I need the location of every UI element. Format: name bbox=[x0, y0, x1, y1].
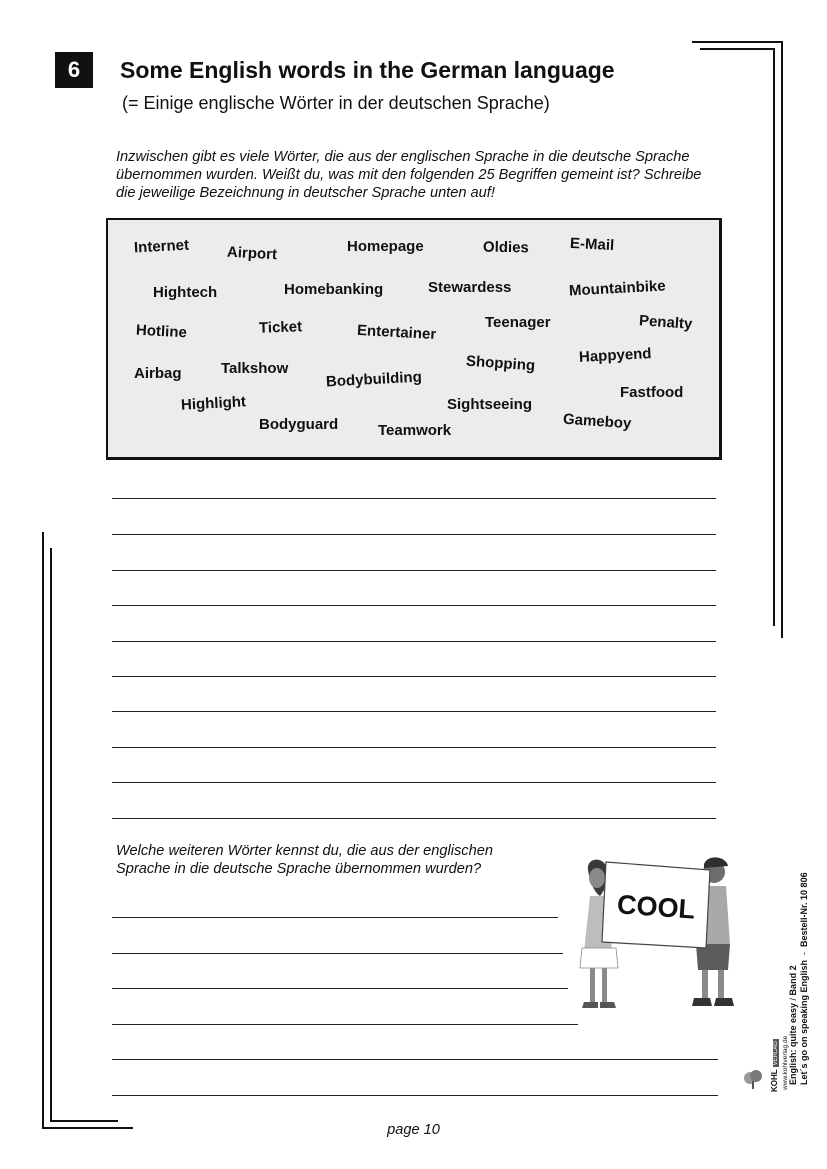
answer-line[interactable] bbox=[112, 498, 716, 499]
answer-line[interactable] bbox=[112, 1024, 578, 1025]
word-item: Shopping bbox=[465, 352, 536, 375]
answer-line[interactable] bbox=[112, 676, 716, 677]
publisher-tag: VERLAG bbox=[773, 1041, 779, 1066]
publisher-name: KOHL bbox=[770, 1069, 779, 1092]
word-item: Happyend bbox=[578, 345, 652, 366]
answer-line[interactable] bbox=[112, 988, 568, 989]
separator: - bbox=[799, 946, 809, 958]
instructions-line: übernommen wurden. Weißt du, was mit den folgenden 25 Begriffen gemeint ist? Schreibe bbox=[116, 167, 702, 183]
frame-top-right-outer-h bbox=[692, 41, 783, 43]
question-line: Welche weiteren Wörter kennst du, die aus der englischen bbox=[116, 843, 493, 859]
series-subtitle: Let´s go on speaking English bbox=[799, 959, 809, 1085]
question-line: Sprache in die deutsche Sprache übernommen wurden? bbox=[116, 861, 482, 877]
instructions-line: die jeweilige Bezeichnung in deutscher Sprache unten auf! bbox=[116, 185, 495, 201]
word-item: Homepage bbox=[347, 238, 424, 255]
word-item: Fastfood bbox=[620, 384, 684, 401]
frame-bottom-left-outer-v bbox=[42, 532, 44, 1129]
kids-cool-sign-illustration bbox=[578, 852, 740, 1014]
word-item: Hightech bbox=[153, 284, 218, 301]
word-item: Bodybuilding bbox=[325, 368, 423, 391]
answer-line[interactable] bbox=[112, 1095, 718, 1096]
publisher-logo bbox=[770, 1022, 782, 1092]
publisher-website[interactable]: www.kohlverlag.de bbox=[782, 1035, 789, 1090]
word-item: Highlight bbox=[180, 393, 247, 414]
word-item: Hotline bbox=[135, 321, 188, 342]
answer-line[interactable] bbox=[112, 570, 716, 571]
answer-line[interactable] bbox=[112, 917, 558, 918]
word-item: Airport bbox=[226, 243, 278, 264]
word-item: Teenager bbox=[485, 314, 551, 331]
word-item: Oldies bbox=[482, 238, 530, 257]
word-item: Ticket bbox=[258, 318, 303, 337]
answer-line[interactable] bbox=[112, 747, 716, 748]
word-item: Sightseeing bbox=[447, 396, 533, 413]
answer-line[interactable] bbox=[112, 534, 716, 535]
word-item: Internet bbox=[133, 236, 190, 257]
answer-line[interactable] bbox=[112, 818, 716, 819]
question-text bbox=[116, 842, 493, 878]
word-item: Mountainbike bbox=[568, 277, 667, 300]
word-box bbox=[106, 218, 722, 460]
answer-line[interactable] bbox=[112, 782, 716, 783]
word-item: Gameboy bbox=[562, 410, 632, 433]
word-item: Teamwork bbox=[378, 422, 452, 439]
answer-line[interactable] bbox=[112, 711, 716, 712]
order-number: Bestell-Nr. 10 806 bbox=[799, 872, 809, 947]
word-item: E-Mail bbox=[569, 234, 615, 255]
word-item: Airbag bbox=[134, 365, 182, 382]
instructions-line: Inzwischen gibt es viele Wörter, die aus der englischen Sprache in die deutsche Sprache bbox=[116, 149, 690, 165]
page-number: page 10 bbox=[387, 1122, 440, 1138]
answer-line[interactable] bbox=[112, 1059, 718, 1060]
word-item: Stewardess bbox=[428, 279, 512, 296]
frame-top-right-inner-h bbox=[700, 48, 775, 50]
instructions bbox=[116, 148, 741, 202]
series-name: English: quite easy bbox=[788, 1002, 798, 1085]
word-item: Talkshow bbox=[221, 360, 289, 377]
answer-line[interactable] bbox=[112, 641, 716, 642]
page-subtitle: (= Einige englische Wörter in der deutschen Sprache) bbox=[122, 93, 550, 113]
series-info bbox=[788, 765, 818, 1085]
frame-bottom-left-inner-v bbox=[50, 548, 52, 1122]
page-title: Some English words in the German language bbox=[120, 57, 615, 83]
frame-top-right-outer-v bbox=[781, 41, 783, 638]
word-item: Homebanking bbox=[284, 281, 384, 298]
separator: / bbox=[788, 995, 798, 1001]
word-item: Entertainer bbox=[356, 321, 437, 344]
band-label: Band 2 bbox=[788, 965, 798, 996]
word-item: Penalty bbox=[638, 312, 693, 333]
answer-line[interactable] bbox=[112, 605, 716, 606]
word-item: Bodyguard bbox=[259, 416, 339, 433]
frame-top-right-inner-v bbox=[773, 48, 775, 626]
tree-logo-icon bbox=[741, 1066, 765, 1090]
exercise-number: 6 bbox=[55, 52, 93, 88]
sign-text: COOL bbox=[616, 889, 697, 925]
answer-line[interactable] bbox=[112, 953, 563, 954]
